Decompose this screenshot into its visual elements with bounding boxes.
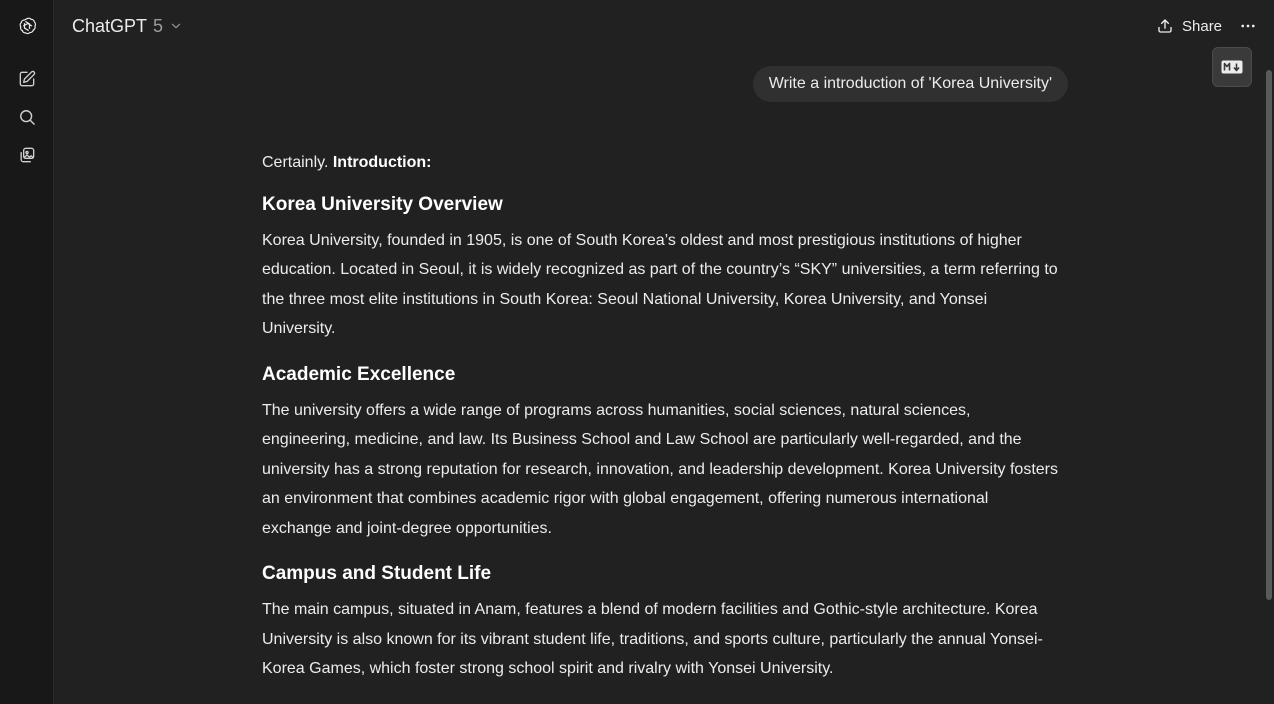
markdown-icon	[1221, 60, 1243, 74]
more-options-button[interactable]	[1232, 10, 1264, 42]
sidebar-rail	[0, 0, 54, 704]
new-chat-icon	[17, 69, 37, 89]
section-body: The university offers a wide range of programs across humanities, social sciences, natural sciences, engineering, medicine, and law. Its Business School and Law School are particularly well-regarded, and the university has a strong reputation for research, innovation, and leadership development. Korea University fosters an environment that combines academic rigor with global engagement, offering numerous international exchange and joint-degree opportunities.	[262, 401, 1058, 537]
share-label: Share	[1182, 17, 1223, 35]
openai-logo-icon	[17, 16, 37, 36]
scrollbar-thumb[interactable]	[1266, 70, 1272, 600]
chevron-down-icon	[169, 19, 183, 33]
share-icon	[1156, 17, 1174, 35]
library-button[interactable]	[13, 141, 41, 169]
library-icon	[17, 145, 37, 165]
user-message-bubble: Write a introduction of 'Korea University'	[753, 66, 1068, 102]
share-button[interactable]	[1148, 10, 1230, 42]
assistant-message	[262, 148, 1062, 700]
model-name: ChatGPT	[72, 15, 148, 36]
model-selector[interactable]	[64, 10, 191, 42]
intro-prefix: Certainly.	[262, 154, 333, 171]
markdown-download-button[interactable]	[1212, 47, 1252, 87]
section-body: The main campus, situated in Anam, features a blend of modern facilities and Gothic-style architecture. Korea University is also known for its vibrant student life, traditions, and sports culture, particularly the annual Yonsei-Korea Games, which foster strong school spirit and rivalry with Yonsei University.	[262, 601, 1043, 677]
search-icon	[17, 107, 37, 127]
search-chats-button[interactable]	[13, 103, 41, 131]
section-heading: Academic Excellence	[262, 363, 456, 385]
intro-bold: Introduction:	[332, 154, 432, 171]
section-heading: Campus and Student Life	[262, 563, 492, 584]
answer-intro	[262, 148, 1062, 178]
section-heading: Korea University Overview	[262, 193, 503, 215]
new-chat-button[interactable]	[13, 65, 41, 93]
section-body: Korea University, founded in 1905, is one of South Korea’s oldest and most prestigious institutions of higher education. Located in Seoul, it is widely recognized as part of the country’s “SKY” universities, a term referring to the three most elite institutions in South Korea: Seoul National University, Korea University, and Yonsei University.	[262, 231, 1058, 337]
openai-logo-button[interactable]	[13, 12, 41, 40]
ellipsis-icon	[1239, 17, 1257, 35]
model-version: 5	[153, 15, 164, 36]
